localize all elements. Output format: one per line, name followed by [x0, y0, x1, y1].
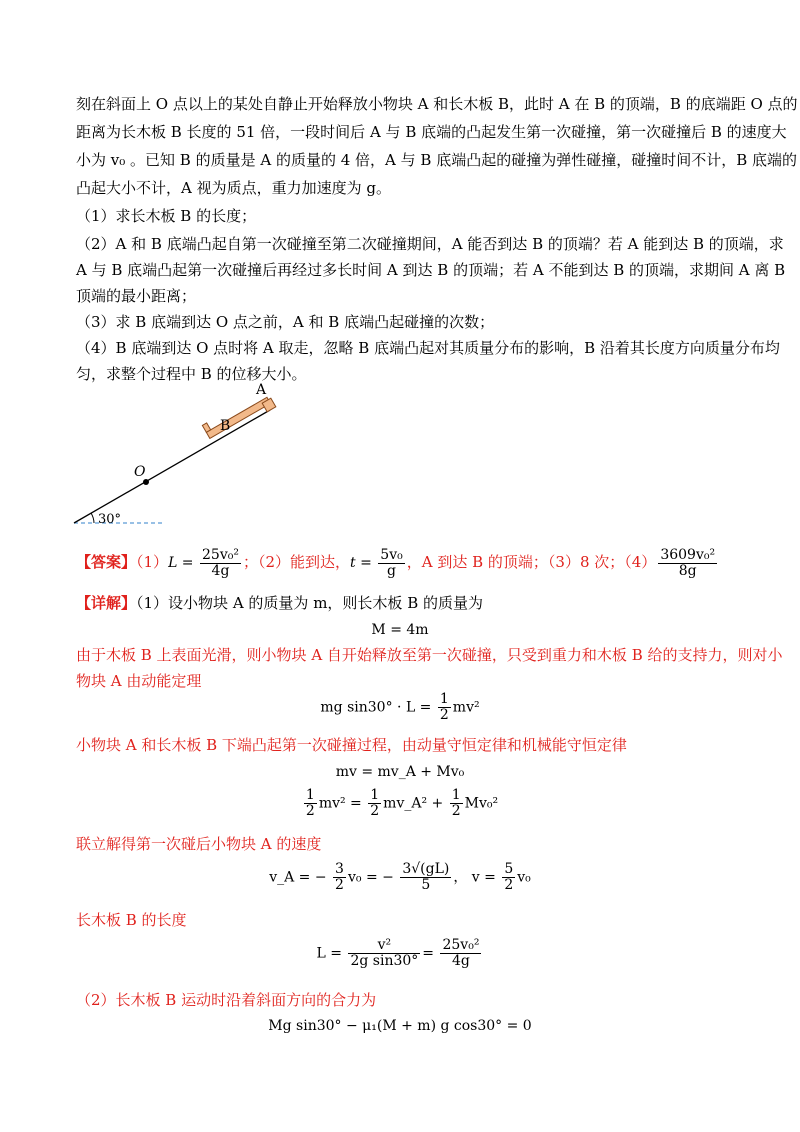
equation-va-frac-1 — [333, 862, 346, 893]
problem-line-1: 刻在斜面上 O 点以上的某处自静止开始释放小物块 A 和长木板 B，此时 A 在 B 的顶端，B 的底端距 O 点的 — [76, 95, 798, 113]
equation-momentum: mv = mv_A + Mv₀ — [335, 764, 465, 780]
detail-step-1a: 由于木板 B 上表面光滑，则小物块 A 自开始释放至第一次碰撞，只受到重力和木板 B 给的支持力，则对小 — [76, 646, 783, 664]
equation-energy-den: 2 — [439, 707, 449, 723]
ke-frac-3-num: 1 — [451, 787, 461, 803]
answer-p4-numerator: 3609v₀² — [660, 546, 716, 563]
question-2-line-2: A 与 B 底端凸起第一次碰撞后再经过多长时间 A 到达 B 的顶端；若 A 不能到达 B 的顶端，求期间 A 离 B — [76, 261, 786, 279]
problem-line-2: 距离为长木板 B 长度的 51 倍，一段时间后 A 与 B 底端的凸起发生第一次碰撞，第一次碰撞后 B 的速度大 — [76, 123, 787, 141]
answer-p1-var: L — [168, 555, 178, 571]
ke-frac-2-num: 1 — [370, 787, 380, 803]
detail-step-5: （2）长木板 B 运动时沿着斜面方向的合力为 — [76, 991, 377, 1009]
length-frac-2-num: 25v₀² — [442, 937, 480, 953]
equation-length — [0, 938, 800, 969]
equation-length-frac-2 — [440, 938, 481, 969]
answer-line: 【答案】（1）L = $\frac{\text{25v₀²}}{4g}$ ；（2）能到达，t = $\frac{\text{5v₀}}{g}$ ，A 到达 B 的顶端；（3）8 次；（4） $\frac{\text{3609v₀²}}{8g}$ — [76, 546, 716, 579]
answer-p4-prefix: （4） — [624, 553, 657, 571]
answer-p2-prefix: （2）能到达， — [257, 553, 351, 571]
detail-step-3: 联立解得第一次碰后小物块 A 的速度 — [76, 835, 322, 853]
answer-p2-numerator: 5v₀ — [380, 546, 403, 563]
ke-term-3: Mv₀² — [464, 795, 499, 812]
label-b: B — [220, 418, 231, 434]
label-a: A — [256, 382, 267, 398]
answer-p4-denominator: 8g — [678, 562, 697, 579]
answer-p2-fraction — [378, 548, 404, 579]
equation-v-left: ， v = — [453, 869, 496, 886]
ke-term-1: mv² = — [318, 795, 362, 812]
va-frac-2-den: 5 — [421, 877, 431, 893]
length-frac-1-num: v² — [348, 938, 420, 954]
va-frac-1-den: 2 — [335, 877, 344, 893]
answer-p1-numerator: 25v₀² — [202, 546, 239, 563]
detail-step-2: 小物块 A 和长木板 B 下端凸起第一次碰撞过程，由动量守恒定律和机械能守恒定律 — [76, 736, 627, 754]
equation-length-eq: = — [422, 945, 435, 962]
equation-velocities — [0, 862, 800, 893]
ke-term-2: mv_A² + — [383, 795, 444, 812]
question-4-line-2: 匀，求整个过程中 B 的位移大小。 — [76, 365, 307, 383]
va-frac-1-num: 3 — [335, 861, 344, 877]
equation-energy-num: 1 — [439, 691, 449, 707]
equation-energy-right: mv² — [452, 699, 480, 716]
v-frac-den: 2 — [504, 877, 514, 893]
answer-p1-sep: ； — [242, 553, 258, 571]
question-1: （1）求长木板 B 的长度； — [76, 207, 257, 225]
ke-frac-2-den: 2 — [370, 803, 380, 819]
label-o: O — [134, 464, 146, 480]
ke-frac-1-num: 1 — [305, 787, 315, 803]
equation-va-frac-2 — [400, 862, 451, 893]
equation-length-left: L = — [316, 945, 343, 962]
ke-frac-3-den: 2 — [451, 803, 461, 819]
va-frac-2-num: 3√(gL) — [402, 861, 450, 877]
detail-intro-line — [76, 593, 726, 613]
length-frac-2-den: 4g — [452, 953, 470, 969]
detail-step-4: 长木板 B 的长度 — [76, 911, 187, 929]
answer-tag: 【答案】 — [76, 553, 137, 571]
equation-va-left: v_A = − — [269, 869, 327, 886]
equation-energy-left: mg sin30° · L = — [320, 699, 432, 716]
equation-energy-fraction — [438, 692, 451, 723]
question-2-line-1: （2）A 和 B 底端凸起自第一次碰撞至第二次碰撞期间，A 能否到达 B 的顶端？若 A 能到达 B 的顶端，求 — [76, 235, 784, 253]
incline-line — [74, 410, 270, 523]
detail-tag: 【详解】 — [76, 594, 137, 612]
equation-kinetic-energy — [0, 788, 800, 819]
equation-force: Mg sin30° − μ₁(M + m) g cos30° = 0 — [268, 1018, 532, 1034]
problem-line-4: 凸起大小不计，A 视为质点，重力加速度为 g。 — [76, 179, 391, 197]
equation-ke-frac-3 — [450, 788, 463, 819]
answer-p4-fraction — [658, 548, 717, 579]
v-frac-num: 5 — [504, 861, 514, 877]
equation-mass: M = 4m — [371, 622, 429, 638]
equation-ke-frac-2 — [368, 788, 381, 819]
answer-p2-post: ，A 到达 B 的顶端； — [406, 553, 548, 571]
incline-figure — [60, 376, 300, 536]
question-3: （3）求 B 底端到达 O 点之前，A 和 B 底端凸起碰撞的次数； — [76, 313, 495, 331]
equation-ke-frac-1 — [304, 788, 317, 819]
answer-p2-denominator: g — [387, 562, 396, 579]
question-4-line-1: （4）B 底端到达 O 点时将 A 取走，忽略 B 底端凸起对其质量分布的影响，B 沿着其长度方向质量分布均 — [76, 339, 780, 357]
question-2-line-3: 顶端的最小距离； — [76, 287, 197, 305]
answer-p3: （3）8 次； — [547, 553, 625, 571]
angle-label: 30° — [98, 512, 122, 527]
equation-v-frac — [502, 862, 515, 893]
length-frac-1-den: 2g sin30° — [350, 953, 419, 969]
ke-frac-1-den: 2 — [305, 803, 315, 819]
answer-p1-fraction — [200, 548, 241, 579]
detail-step-1b: 物块 A 由动能定理 — [76, 672, 202, 690]
equation-va-mid: v₀ = − — [347, 869, 394, 886]
problem-line-3: 小为 v₀ 。已知 B 的质量是 A 的质量的 4 倍，A 与 B 底端凸起的碰撞为弹性碰撞，碰撞时间不计，B 底端的 — [76, 151, 797, 169]
equation-v-right: v₀ — [517, 869, 531, 886]
detail-intro: （1）设小物块 A 的质量为 m，则长木板 B 的质量为 — [136, 594, 483, 612]
equation-length-frac-1 — [348, 938, 420, 969]
answer-p1-prefix: （1） — [136, 553, 169, 571]
equation-energy — [0, 692, 800, 723]
answer-p1-denominator: 4g — [211, 562, 230, 579]
answer-p2-var: t — [350, 555, 356, 571]
angle-arc — [91, 513, 94, 523]
